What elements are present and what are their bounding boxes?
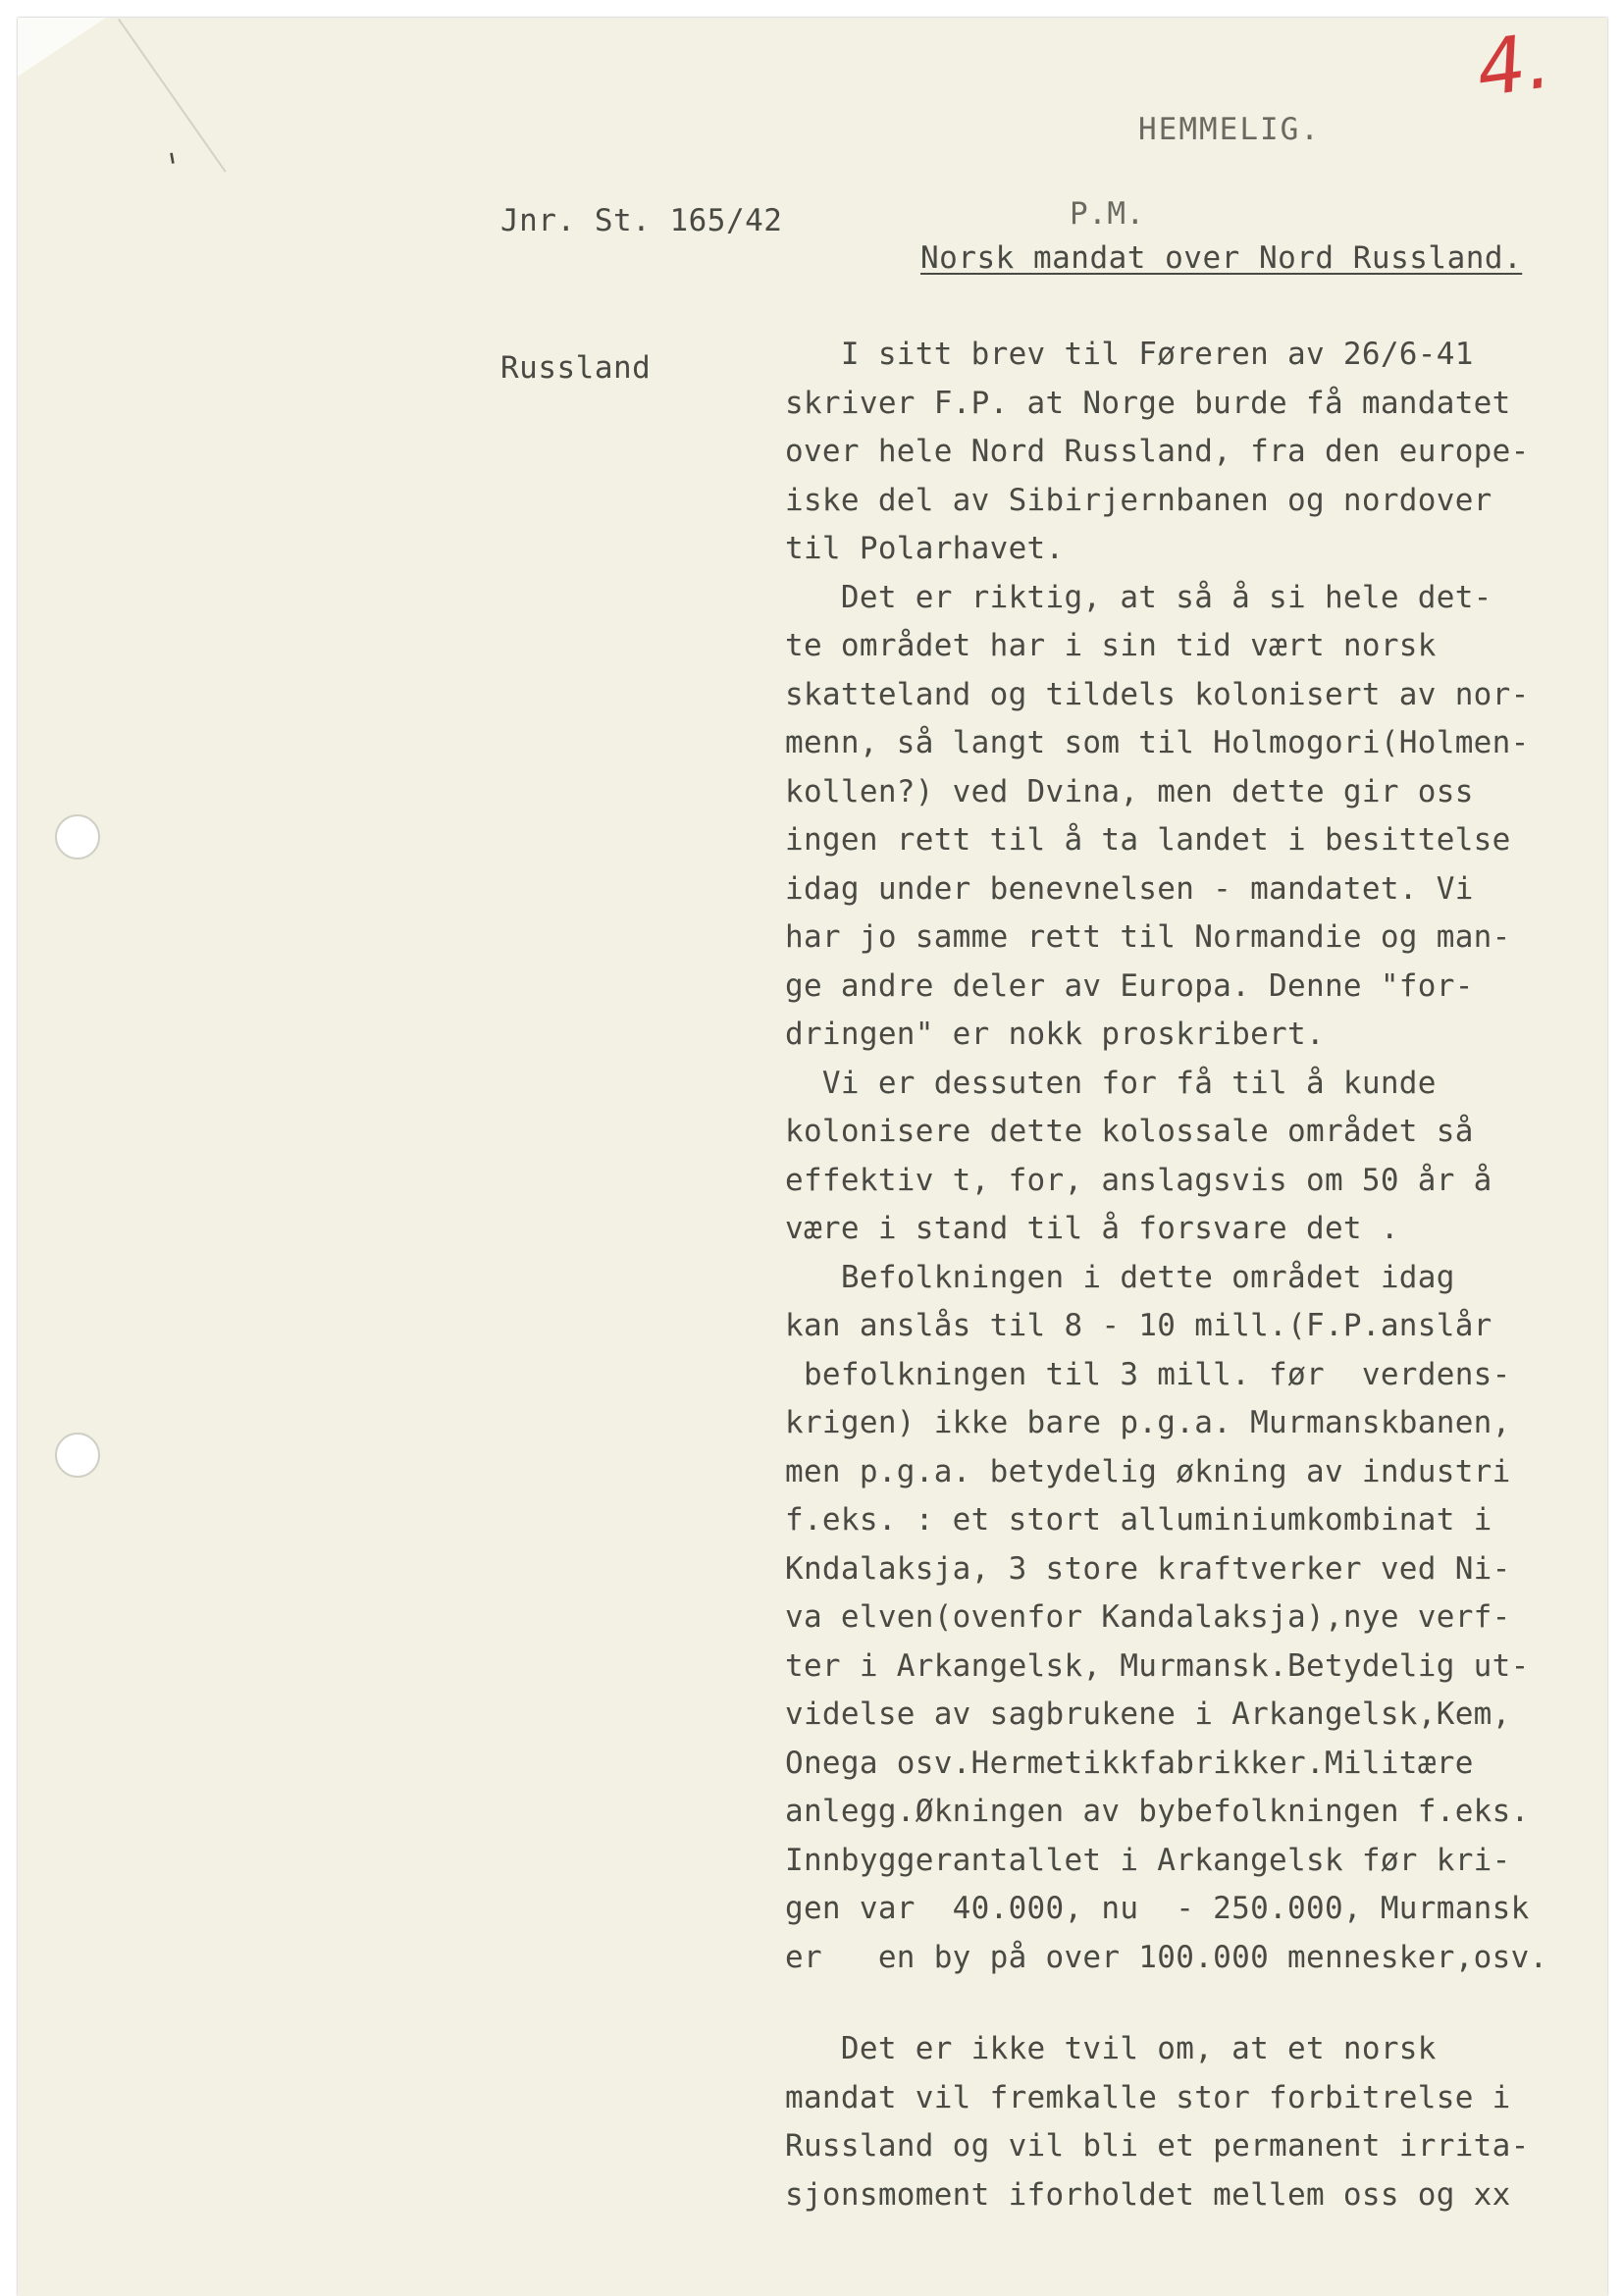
text-line: kollen?) ved Dvina, men dette gir oss [785, 773, 1474, 809]
text-line: menn, så langt som til Holmogori(Holmen- [785, 725, 1530, 760]
text-line: skatteland og tildels kolonisert av nor- [785, 676, 1530, 712]
text-line: ge andre deler av Europa. Denne "for- [785, 967, 1474, 1004]
pencil-tick-mark: ˈ [165, 146, 183, 193]
text-line: te området har i sin tid vært norsk [785, 628, 1437, 663]
text-line: I sitt brev til Føreren av 26/6-41 [785, 337, 1474, 372]
document-header-left [500, 98, 782, 442]
journal-reference: Jnr. St. 165/42 [500, 203, 783, 238]
text-line: dringen" er nokk proskribert. [785, 1017, 1325, 1052]
text-line: va elven(ovenfor Kandalaksja),nye verf- [785, 1599, 1511, 1635]
text-line: Det er riktig, at så å si hele det- [785, 579, 1492, 615]
classification-stamp: HEMMELIG. [1138, 112, 1321, 147]
paragraph [785, 1254, 1570, 1983]
text-line: Vi er dessuten for få til å kunde [785, 1065, 1437, 1101]
text-line: idag under benevnelsen - mandatet. Vi [785, 870, 1474, 907]
text-line: kan anslås til 8 - 10 mill.(F.P.anslår [785, 1308, 1492, 1343]
text-line: ter i Arkangelsk, Murmansk.Betydelig ut- [785, 1647, 1530, 1684]
text-line: ingen rett til å ta landet i besittelse [785, 822, 1511, 858]
text-line: f.eks. : et stort alluminiumkombinat i [785, 1502, 1492, 1538]
text-line: har jo samme rett til Normandie og man- [785, 919, 1511, 955]
text-line: videlse av sagbrukene i Arkangelsk,Kem, [785, 1696, 1511, 1732]
text-line: Russland og vil bli et permanent irrita- [785, 2128, 1530, 2164]
text-line: befolkningen til 3 mill. før verdens- [785, 1356, 1511, 1392]
paragraph-gap [785, 1982, 1570, 2025]
text-line: kolonisere dette kolossale området så [785, 1114, 1474, 1149]
text-line: effektiv t, for, anslagsvis om 50 år å [785, 1162, 1492, 1198]
text-line: sjonsmoment iforholdet mellem oss og xx [785, 2176, 1511, 2213]
text-line: over hele Nord Russland, fra den europe- [785, 434, 1530, 469]
text-line: iske del av Sibirjernbanen og nordover [785, 482, 1492, 518]
text-line: gen var 40.000, nu - 250.000, Murmansk [785, 1891, 1530, 1926]
punch-hole-bottom [55, 1433, 100, 1478]
paragraph [785, 1060, 1570, 1254]
paragraph [785, 331, 1570, 574]
text-line: Befolkningen i dette området idag [785, 1259, 1455, 1295]
text-line: Det er ikke tvil om, at et norsk [785, 2031, 1437, 2066]
subject-line: Russland [500, 350, 652, 386]
text-line: er en by på over 100.000 mennesker,osv. [785, 1939, 1548, 1975]
punch-hole-top [55, 814, 100, 860]
memo-label: P.M. [1070, 196, 1145, 232]
text-line: anlegg.Økningen av bybefolkningen f.eks. [785, 1794, 1530, 1829]
text-line: Onega osv.Hermetikkfabrikker.Militære [785, 1745, 1474, 1781]
text-line: mandat vil fremkalle stor forbitrelse i [785, 2079, 1511, 2115]
text-line: til Polarhavet. [785, 531, 1065, 566]
paragraph [785, 574, 1570, 1060]
text-line: være i stand til å forsvare det . [785, 1211, 1399, 1246]
page-number-annotation: 4. [1471, 17, 1556, 115]
folded-corner [18, 18, 106, 77]
paragraph [785, 2025, 1570, 2219]
document-title: Norsk mandat over Nord Russland. [920, 240, 1523, 276]
text-line: Innbyggerantallet i Arkangelsk før kri- [785, 1842, 1511, 1878]
document-body [785, 331, 1570, 2219]
text-line: men p.g.a. betydelig økning av industri [785, 1453, 1511, 1489]
text-line: Kndalaksja, 3 store kraftverker ved Ni- [785, 1550, 1511, 1587]
text-line: skriver F.P. at Norge burde få mandatet [785, 385, 1511, 421]
text-line: krigen) ikke bare p.g.a. Murmanskbanen, [785, 1405, 1511, 1440]
